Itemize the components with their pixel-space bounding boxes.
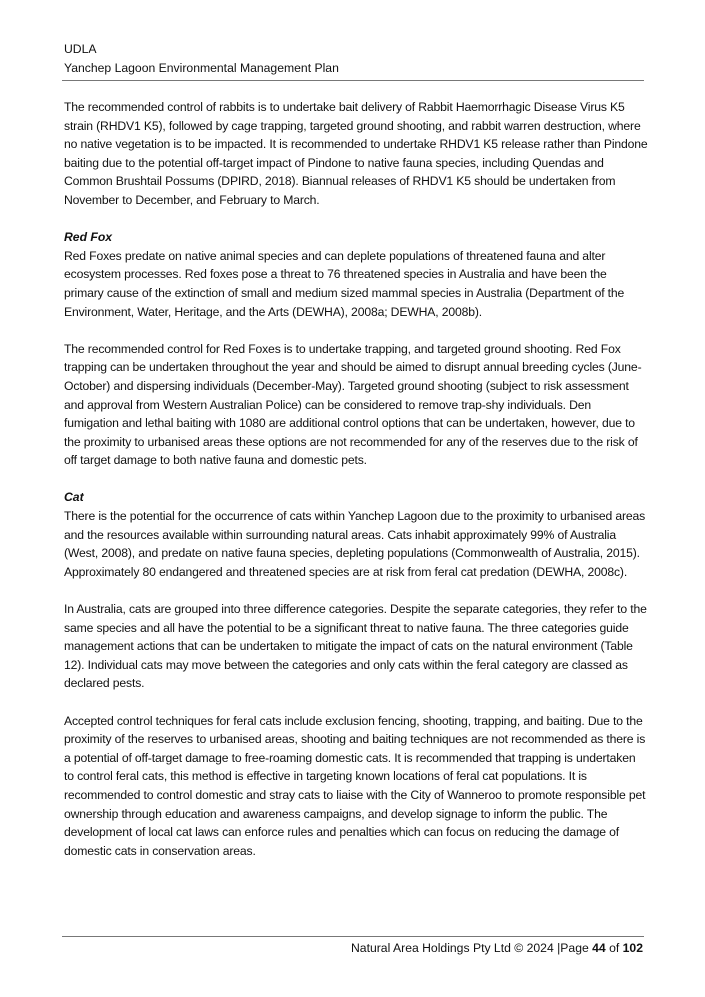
page-header [64,40,644,78]
section-cat [64,488,648,860]
page-total: 102 [622,941,643,955]
footer-divider [62,936,644,937]
page-footer [351,939,643,957]
page-number: 44 [592,941,606,955]
section-red-fox [64,228,648,470]
footer-copyright: Natural Area Holdings Pty Ltd © 2024 |Page [351,941,593,955]
section-heading: Cat [64,490,84,505]
paragraph: The recommended control of rabbits is to undertake bait delivery of Rabbit Haemorrhagic Disease Virus K5 strain (RHDV1 K5), followed by cage trapping, targeted ground shooting, and rabbit warren destruction, where no native vegetation is to be impacted. It is recommended to undertake RHDV1 K5 release rather than Pindone baiting due to the potential off-target impact of Pindone to native fauna species, including Quendas and Common Brushtail Possums (DPIRD, 2018). Biannual releases of RHDV1 K5 should be undertaken from November to December, and February to March. [64,100,648,207]
header-document-title: Yanchep Lagoon Environmental Management Plan [64,61,339,75]
paragraph: The recommended control for Red Foxes is to undertake trapping, and targeted ground shooting. Red Fox trapping can be undertaken throughout the year and should be aimed to disrupt annual breeding cycles (June- October) and dispersing individuals (December-May). Targeted ground shooting (subject to risk assessment and approval from Western Australian Police) can be considered to remove trap-shy individuals. Den fumigation and lethal baiting with 1080 are additional control options that can be undertaken, however, due to the proximity to urbanised areas these options are not recommended for any of the reserves due to the risk of off target damage to both native fauna and domestic pets. [64,341,642,468]
paragraph: In Australia, cats are grouped into three difference categories. Despite the separate categories, they refer to the same species and all have the potential to be a significant threat to native fauna. The three categories guide management actions that can be undertaken to mitigate the impact of cats on the natural environment (Table 12). Individual cats may move between the categories and only cats within the feral category are classed as declared pests. [64,602,647,691]
paragraph: Red Foxes predate on native animal species and can deplete populations of threatened fauna and alter ecosystem processes. Red foxes pose a threat to 76 threatened species in Australia and have been the primary cause of the extinction of small and medium sized mammal species in Australia (Department of the Environment, Water, Heritage, and the Arts (DEWHA), 2008a; DEWHA, 2008b). [64,248,625,319]
paragraph: Accepted control techniques for feral cats include exclusion fencing, shooting, trapping, and baiting. Due to the proximity of the reserves to urbanised areas, shooting and baiting techniques are not recommended as there is a potential of off-target damage to free-roaming domestic cats. It is recommended that trapping is undertaken to control feral cats, this method is effective in targeting known locations of feral cat populations. It is recommended to control domestic and stray cats to liaise with the City of Wanneroo to promote responsible pet ownership through education and awareness campaigns, and develop signage to inform the public. The development of local cat laws can enforce rules and penalties which can focus on reducing the damage of domestic cats in conservation areas. [64,713,646,858]
section-heading: Red Fox [64,230,113,245]
header-org: UDLA [64,42,97,56]
header-divider [62,80,644,81]
section-rabbits [64,98,648,210]
paragraph: There is the potential for the occurrence of cats within Yanchep Lagoon due to the proximity to urbanised areas and the resources available within surrounding natural areas. Cats inhabit approximately 99% of Australia (West, 2008), and predate on native fauna species, depleting populations (Commonwealth of Australia, 2015). Approximately 80 endangered and threatened species are at risk from feral cat predation (DEWHA, 2008c). [64,509,646,579]
footer-of: of [605,941,623,955]
document-body [64,98,648,879]
